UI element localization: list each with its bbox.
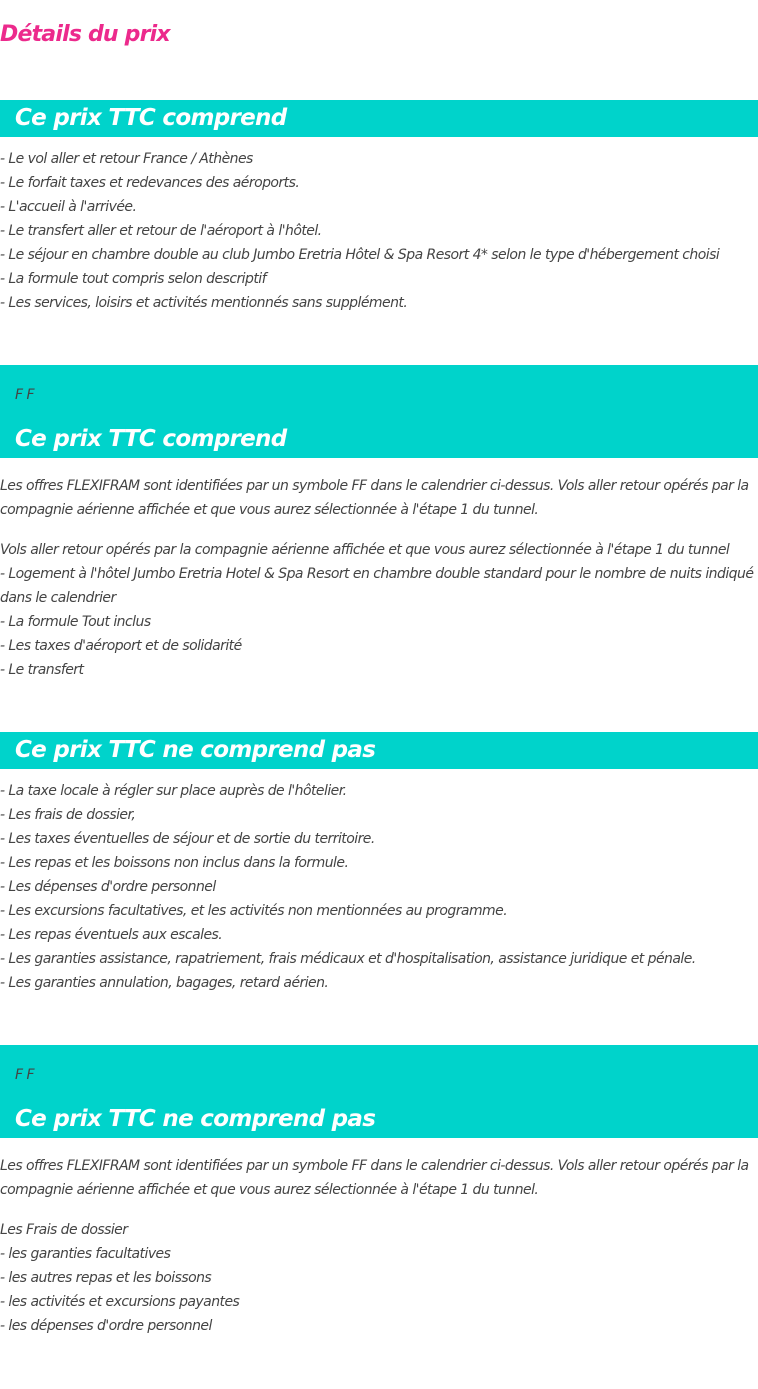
excluded-list: [0, 779, 758, 995]
list-item: - les autres repas et les boissons: [0, 1270, 212, 1286]
excluded-ff-list: [0, 1218, 758, 1338]
list-item: Les Frais de dossier: [0, 1222, 128, 1238]
list-item: - Le forfait taxes et redevances des aéroports.: [0, 175, 300, 191]
list-item: - Logement à l'hôtel Jumbo Eretria Hotel & Spa Resort en chambre double standard pour le nombre de nuits indiqué dans le calendrier: [0, 566, 754, 606]
list-item: - Les taxes d'aéroport et de solidarité: [0, 638, 242, 654]
list-item: - Les repas et les boissons non inclus dans la formule.: [0, 855, 349, 871]
section-title: Ce prix TTC ne comprend pas: [15, 737, 376, 763]
included-ff-list: [0, 538, 758, 682]
list-item: - Les repas éventuels aux escales.: [0, 927, 223, 943]
list-item: Vols aller retour opérés par la compagnie aérienne affichée et que vous aurez sélectionnée à l'étape 1 du tunnel: [0, 542, 730, 558]
section-title: Ce prix TTC comprend: [15, 105, 287, 131]
flexifram-intro: Les offres FLEXIFRAM sont identifiées par un symbole FF dans le calendrier ci-dessus. Vols aller retour opérés par la compagnie aérienne affichée et que vous aurez sélectionnée à l'étape 1 du tunnel.: [0, 478, 749, 518]
section-header-included: [0, 100, 758, 137]
list-item: - Le séjour en chambre double au club Jumbo Eretria Hôtel & Spa Resort 4* selon le type d'hébergement choisi: [0, 247, 720, 263]
list-item: - Le transfert aller et retour de l'aéroport à l'hôtel.: [0, 223, 322, 239]
list-item: - Les garanties assistance, rapatriement, frais médicaux et d'hospitalisation, assistance juridique et pénale.: [0, 951, 696, 967]
section-header-excluded: [0, 732, 758, 769]
list-item: - Les services, loisirs et activités mentionnés sans supplément.: [0, 295, 408, 311]
list-item: - Les garanties annulation, bagages, retard aérien.: [0, 975, 329, 991]
list-item: - Les dépenses d'ordre personnel: [0, 879, 216, 895]
ff-code-label: F F: [15, 1067, 35, 1083]
ff-code-label: F F: [15, 387, 35, 403]
list-item: - Les excursions facultatives, et les activités non mentionnées au programme.: [0, 903, 508, 919]
flexifram-intro: Les offres FLEXIFRAM sont identifiées par un symbole FF dans le calendrier ci-dessus. Vols aller retour opérés par la compagnie aérienne affichée et que vous aurez sélectionnée à l'étape 1 du tunnel.: [0, 1158, 749, 1198]
section-header-excluded-ff: [0, 1045, 758, 1138]
included-list: [0, 147, 758, 315]
list-item: - Les taxes éventuelles de séjour et de sortie du territoire.: [0, 831, 375, 847]
list-item: - les garanties facultatives: [0, 1246, 171, 1262]
list-item: - La formule Tout inclus: [0, 614, 151, 630]
list-item: - les activités et excursions payantes: [0, 1294, 240, 1310]
section-title: Ce prix TTC comprend: [15, 426, 287, 452]
section-title: Ce prix TTC ne comprend pas: [15, 1106, 376, 1132]
list-item: - La taxe locale à régler sur place auprès de l'hôtelier.: [0, 783, 347, 799]
page-title: Détails du prix: [0, 22, 170, 47]
list-item: - Les frais de dossier,: [0, 807, 136, 823]
list-item: - Le transfert: [0, 662, 84, 678]
list-item: - La formule tout compris selon descriptif: [0, 271, 267, 287]
list-item: - Le vol aller et retour France / Athènes: [0, 151, 253, 167]
section-header-included-ff: [0, 365, 758, 458]
list-item: - L'accueil à l'arrivée.: [0, 199, 137, 215]
list-item: - les dépenses d'ordre personnel: [0, 1318, 212, 1334]
